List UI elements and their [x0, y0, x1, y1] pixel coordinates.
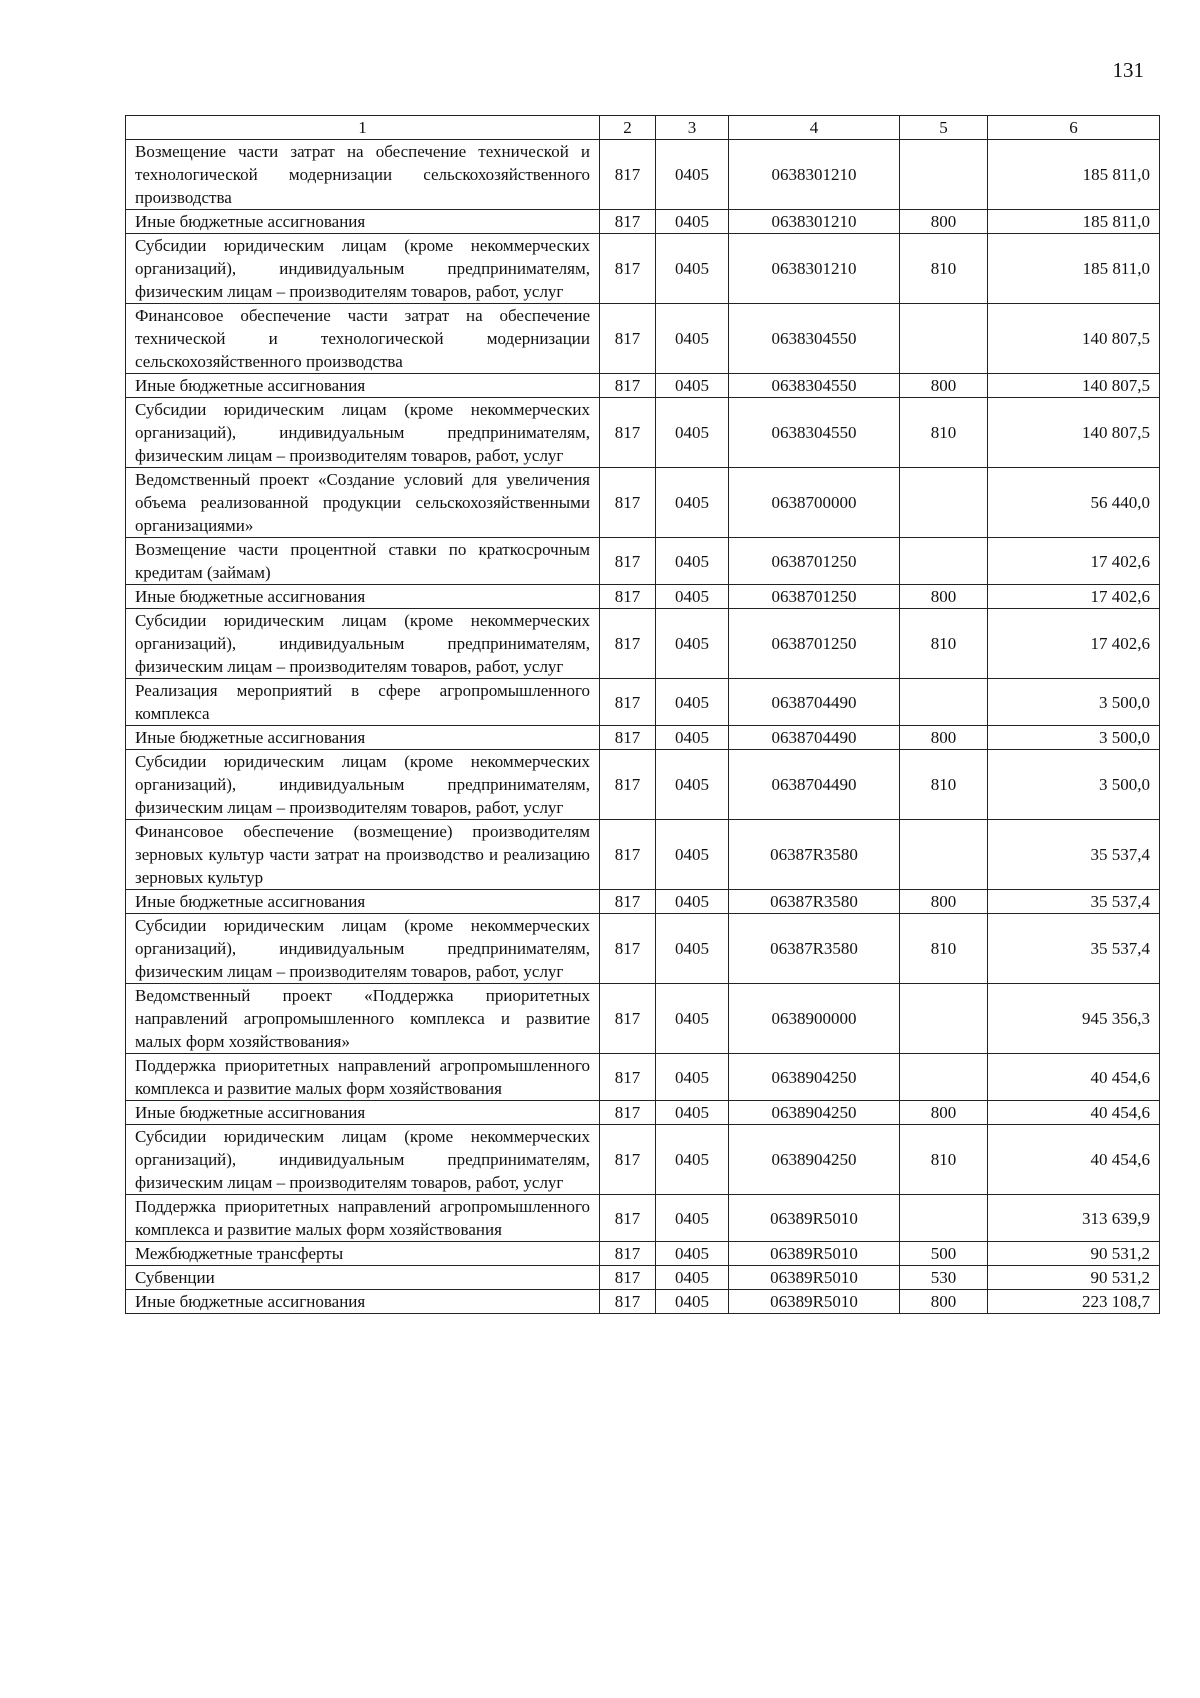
- expense-type-cell: [900, 538, 988, 585]
- section-code-cell: 0405: [656, 140, 729, 210]
- table-row: [126, 1195, 1160, 1242]
- ministry-code-cell: 817: [600, 1266, 656, 1290]
- ministry-code-cell: 817: [600, 1125, 656, 1195]
- table-row: [126, 1125, 1160, 1195]
- target-article-cell: 0638900000: [729, 984, 900, 1054]
- ministry-code-cell: 817: [600, 304, 656, 374]
- section-code-cell: 0405: [656, 914, 729, 984]
- row-name-cell: Ведомственный проект «Поддержка приоритетных направлений агропромышленного комплекса и развитие малых форм хозяйствования»: [126, 984, 600, 1054]
- row-name-cell: Субсидии юридическим лицам (кроме некоммерческих организаций), индивидуальным предпринимателям, физическим лицам – производителям товаров, работ, услуг: [126, 914, 600, 984]
- ministry-code-cell: 817: [600, 820, 656, 890]
- amount-cell: 40 454,6: [988, 1125, 1160, 1195]
- amount-cell: 40 454,6: [988, 1101, 1160, 1125]
- ministry-code-cell: 817: [600, 538, 656, 585]
- section-code-cell: 0405: [656, 609, 729, 679]
- row-name-cell: Финансовое обеспечение части затрат на обеспечение технической и технологической модернизации сельскохозяйственного производства: [126, 304, 600, 374]
- target-article-cell: 0638304550: [729, 374, 900, 398]
- section-code-cell: 0405: [656, 398, 729, 468]
- expense-type-cell: [900, 1054, 988, 1101]
- target-article-cell: 0638701250: [729, 609, 900, 679]
- ministry-code-cell: 817: [600, 210, 656, 234]
- expense-type-cell: 800: [900, 374, 988, 398]
- amount-cell: 17 402,6: [988, 538, 1160, 585]
- amount-cell: 17 402,6: [988, 585, 1160, 609]
- ministry-code-cell: 817: [600, 398, 656, 468]
- expense-type-cell: [900, 820, 988, 890]
- amount-cell: 90 531,2: [988, 1266, 1160, 1290]
- target-article-cell: 0638701250: [729, 538, 900, 585]
- amount-cell: 56 440,0: [988, 468, 1160, 538]
- column-header: 5: [900, 116, 988, 140]
- table-row: [126, 1290, 1160, 1314]
- row-name-cell: Иные бюджетные ассигнования: [126, 1290, 600, 1314]
- table-row: [126, 538, 1160, 585]
- section-code-cell: 0405: [656, 538, 729, 585]
- target-article-cell: 0638301210: [729, 210, 900, 234]
- target-article-cell: 0638704490: [729, 750, 900, 820]
- row-name-cell: Ведомственный проект «Создание условий для увеличения объема реализованной продукции сельскохозяйственными организациями»: [126, 468, 600, 538]
- section-code-cell: 0405: [656, 304, 729, 374]
- row-name-cell: Финансовое обеспечение (возмещение) производителям зерновых культур части затрат на производство и реализацию зерновых культур: [126, 820, 600, 890]
- amount-cell: 3 500,0: [988, 750, 1160, 820]
- target-article-cell: 0638700000: [729, 468, 900, 538]
- amount-cell: 140 807,5: [988, 374, 1160, 398]
- amount-cell: 35 537,4: [988, 890, 1160, 914]
- ministry-code-cell: 817: [600, 1054, 656, 1101]
- table-row: [126, 304, 1160, 374]
- table-row: [126, 750, 1160, 820]
- expense-type-cell: 810: [900, 750, 988, 820]
- expense-type-cell: 810: [900, 234, 988, 304]
- column-header: 1: [126, 116, 600, 140]
- table-row: [126, 890, 1160, 914]
- column-header: 2: [600, 116, 656, 140]
- target-article-cell: 0638304550: [729, 398, 900, 468]
- amount-cell: 185 811,0: [988, 234, 1160, 304]
- section-code-cell: 0405: [656, 1125, 729, 1195]
- target-article-cell: 0638301210: [729, 140, 900, 210]
- section-code-cell: 0405: [656, 1266, 729, 1290]
- ministry-code-cell: 817: [600, 140, 656, 210]
- row-name-cell: Возмещение части затрат на обеспечение технической и технологической модернизации сельскохозяйственного производства: [126, 140, 600, 210]
- budget-table: [125, 115, 1160, 1314]
- target-article-cell: 0638704490: [729, 679, 900, 726]
- section-code-cell: 0405: [656, 1195, 729, 1242]
- table-row: [126, 585, 1160, 609]
- target-article-cell: 06389R5010: [729, 1195, 900, 1242]
- table-row: [126, 1054, 1160, 1101]
- row-name-cell: Поддержка приоритетных направлений агропромышленного комплекса и развитие малых форм хозяйствования: [126, 1195, 600, 1242]
- table-row: [126, 234, 1160, 304]
- section-code-cell: 0405: [656, 679, 729, 726]
- table-row: [126, 398, 1160, 468]
- row-name-cell: Поддержка приоритетных направлений агропромышленного комплекса и развитие малых форм хозяйствования: [126, 1054, 600, 1101]
- expense-type-cell: 800: [900, 890, 988, 914]
- row-name-cell: Субвенции: [126, 1266, 600, 1290]
- amount-cell: 90 531,2: [988, 1242, 1160, 1266]
- target-article-cell: 0638904250: [729, 1101, 900, 1125]
- page-number: 131: [1112, 58, 1144, 82]
- row-name-cell: Иные бюджетные ассигнования: [126, 210, 600, 234]
- expense-type-cell: [900, 140, 988, 210]
- target-article-cell: 06387R3580: [729, 890, 900, 914]
- table-header-row: [126, 116, 1160, 140]
- ministry-code-cell: 817: [600, 234, 656, 304]
- row-name-cell: Иные бюджетные ассигнования: [126, 585, 600, 609]
- amount-cell: 223 108,7: [988, 1290, 1160, 1314]
- amount-cell: 3 500,0: [988, 679, 1160, 726]
- expense-type-cell: 500: [900, 1242, 988, 1266]
- table-row: [126, 1101, 1160, 1125]
- expense-type-cell: 810: [900, 1125, 988, 1195]
- ministry-code-cell: 817: [600, 914, 656, 984]
- section-code-cell: 0405: [656, 468, 729, 538]
- expense-type-cell: [900, 1195, 988, 1242]
- amount-cell: 3 500,0: [988, 726, 1160, 750]
- amount-cell: 35 537,4: [988, 914, 1160, 984]
- section-code-cell: 0405: [656, 1242, 729, 1266]
- ministry-code-cell: 817: [600, 585, 656, 609]
- target-article-cell: 06387R3580: [729, 914, 900, 984]
- ministry-code-cell: 817: [600, 679, 656, 726]
- ministry-code-cell: 817: [600, 890, 656, 914]
- section-code-cell: 0405: [656, 750, 729, 820]
- section-code-cell: 0405: [656, 1101, 729, 1125]
- amount-cell: 945 356,3: [988, 984, 1160, 1054]
- target-article-cell: 0638701250: [729, 585, 900, 609]
- amount-cell: 35 537,4: [988, 820, 1160, 890]
- column-header: 4: [729, 116, 900, 140]
- amount-cell: 17 402,6: [988, 609, 1160, 679]
- amount-cell: 40 454,6: [988, 1054, 1160, 1101]
- target-article-cell: 0638301210: [729, 234, 900, 304]
- table-row: [126, 914, 1160, 984]
- row-name-cell: Иные бюджетные ассигнования: [126, 374, 600, 398]
- row-name-cell: Субсидии юридическим лицам (кроме некоммерческих организаций), индивидуальным предпринимателям, физическим лицам – производителям товаров, работ, услуг: [126, 1125, 600, 1195]
- table-body: [126, 140, 1160, 1314]
- ministry-code-cell: 817: [600, 1242, 656, 1266]
- table-row: [126, 1266, 1160, 1290]
- target-article-cell: 0638304550: [729, 304, 900, 374]
- section-code-cell: 0405: [656, 234, 729, 304]
- expense-type-cell: 800: [900, 210, 988, 234]
- section-code-cell: 0405: [656, 820, 729, 890]
- target-article-cell: 06387R3580: [729, 820, 900, 890]
- ministry-code-cell: 817: [600, 726, 656, 750]
- table-row: [126, 468, 1160, 538]
- ministry-code-cell: 817: [600, 374, 656, 398]
- row-name-cell: Субсидии юридическим лицам (кроме некоммерческих организаций), индивидуальным предпринимателям, физическим лицам – производителям товаров, работ, услуг: [126, 750, 600, 820]
- target-article-cell: 0638704490: [729, 726, 900, 750]
- row-name-cell: Субсидии юридическим лицам (кроме некоммерческих организаций), индивидуальным предпринимателям, физическим лицам – производителям товаров, работ, услуг: [126, 234, 600, 304]
- target-article-cell: 0638904250: [729, 1125, 900, 1195]
- row-name-cell: Субсидии юридическим лицам (кроме некоммерческих организаций), индивидуальным предпринимателям, физическим лицам – производителям товаров, работ, услуг: [126, 609, 600, 679]
- expense-type-cell: 530: [900, 1266, 988, 1290]
- table-row: [126, 820, 1160, 890]
- ministry-code-cell: 817: [600, 750, 656, 820]
- expense-type-cell: [900, 304, 988, 374]
- ministry-code-cell: 817: [600, 1195, 656, 1242]
- row-name-cell: Иные бюджетные ассигнования: [126, 726, 600, 750]
- ministry-code-cell: 817: [600, 468, 656, 538]
- section-code-cell: 0405: [656, 890, 729, 914]
- section-code-cell: 0405: [656, 726, 729, 750]
- expense-type-cell: [900, 984, 988, 1054]
- expense-type-cell: [900, 468, 988, 538]
- target-article-cell: 0638904250: [729, 1054, 900, 1101]
- expense-type-cell: 800: [900, 1101, 988, 1125]
- amount-cell: 313 639,9: [988, 1195, 1160, 1242]
- expense-type-cell: 800: [900, 1290, 988, 1314]
- expense-type-cell: 810: [900, 609, 988, 679]
- amount-cell: 185 811,0: [988, 140, 1160, 210]
- expense-type-cell: 810: [900, 914, 988, 984]
- target-article-cell: 06389R5010: [729, 1266, 900, 1290]
- table-row: [126, 609, 1160, 679]
- row-name-cell: Субсидии юридическим лицам (кроме некоммерческих организаций), индивидуальным предпринимателям, физическим лицам – производителям товаров, работ, услуг: [126, 398, 600, 468]
- ministry-code-cell: 817: [600, 609, 656, 679]
- target-article-cell: 06389R5010: [729, 1242, 900, 1266]
- table-row: [126, 726, 1160, 750]
- row-name-cell: Иные бюджетные ассигнования: [126, 890, 600, 914]
- ministry-code-cell: 817: [600, 984, 656, 1054]
- section-code-cell: 0405: [656, 984, 729, 1054]
- section-code-cell: 0405: [656, 1290, 729, 1314]
- table-row: [126, 140, 1160, 210]
- row-name-cell: Возмещение части процентной ставки по краткосрочным кредитам (займам): [126, 538, 600, 585]
- table-row: [126, 210, 1160, 234]
- section-code-cell: 0405: [656, 585, 729, 609]
- table-row: [126, 1242, 1160, 1266]
- table-row: [126, 374, 1160, 398]
- section-code-cell: 0405: [656, 1054, 729, 1101]
- row-name-cell: Межбюджетные трансферты: [126, 1242, 600, 1266]
- row-name-cell: Реализация мероприятий в сфере агропромышленного комплекса: [126, 679, 600, 726]
- row-name-cell: Иные бюджетные ассигнования: [126, 1101, 600, 1125]
- expense-type-cell: 810: [900, 398, 988, 468]
- expense-type-cell: 800: [900, 585, 988, 609]
- expense-type-cell: 800: [900, 726, 988, 750]
- ministry-code-cell: 817: [600, 1290, 656, 1314]
- target-article-cell: 06389R5010: [729, 1290, 900, 1314]
- table-row: [126, 984, 1160, 1054]
- amount-cell: 185 811,0: [988, 210, 1160, 234]
- amount-cell: 140 807,5: [988, 398, 1160, 468]
- table-row: [126, 679, 1160, 726]
- section-code-cell: 0405: [656, 210, 729, 234]
- expense-type-cell: [900, 679, 988, 726]
- ministry-code-cell: 817: [600, 1101, 656, 1125]
- amount-cell: 140 807,5: [988, 304, 1160, 374]
- column-header: 6: [988, 116, 1160, 140]
- column-header: 3: [656, 116, 729, 140]
- section-code-cell: 0405: [656, 374, 729, 398]
